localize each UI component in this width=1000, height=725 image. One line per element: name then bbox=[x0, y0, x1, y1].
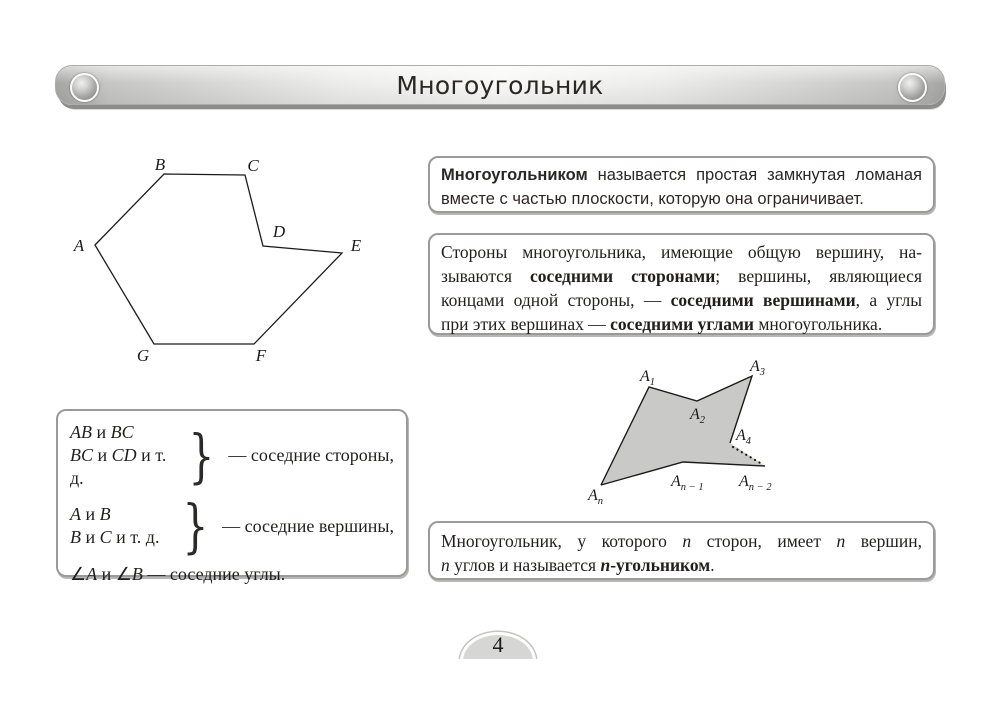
text-run: сторон, имеет bbox=[691, 531, 837, 551]
vertex-label: $A_3$ bbox=[750, 358, 766, 378]
text-run: -угольником bbox=[610, 555, 711, 575]
page-title: Многоугольник bbox=[396, 70, 604, 100]
text-run: ∠ bbox=[115, 564, 132, 584]
polygon-diagram-abcdefg bbox=[55, 140, 395, 380]
vertex-label: $A_4$ bbox=[736, 427, 752, 447]
example-row-angles bbox=[70, 564, 394, 585]
paragraph-line bbox=[441, 553, 922, 577]
header-bar bbox=[55, 65, 945, 105]
text-run: Стороны многоугольника, имеющие общую вершину, на- bbox=[441, 242, 922, 262]
polygon-edge bbox=[95, 174, 342, 344]
text-run: C bbox=[99, 527, 112, 547]
vertex-label: B bbox=[154, 155, 166, 174]
page-number-tab bbox=[455, 629, 541, 659]
text-run: соседними сторонами bbox=[530, 266, 716, 286]
example-line bbox=[70, 444, 182, 490]
text-run: BC bbox=[110, 422, 134, 442]
example-lines bbox=[70, 421, 182, 490]
paragraph-line bbox=[441, 187, 922, 211]
text-run: B bbox=[70, 527, 81, 547]
example-line bbox=[70, 526, 176, 549]
vertex-label: $A_2$ bbox=[690, 406, 706, 426]
adjacent-elements-box bbox=[428, 233, 935, 335]
vertex-label: $A_{n - 2}$ bbox=[739, 473, 772, 493]
vertex-label: A bbox=[73, 236, 85, 255]
example-row-sides bbox=[70, 421, 394, 490]
vertex-label: D bbox=[272, 222, 286, 241]
example-line bbox=[70, 503, 176, 526]
text-run: при этих вершинах — bbox=[441, 314, 611, 334]
vertex-label: G bbox=[136, 346, 150, 365]
text-run: вершин, bbox=[845, 531, 922, 551]
example-row-vertices bbox=[70, 492, 394, 560]
text-run: ; вершины, являющиеся bbox=[715, 266, 922, 286]
text-run: n bbox=[682, 531, 692, 551]
text-run: и т. д. bbox=[111, 527, 160, 547]
text-run: и bbox=[81, 504, 100, 524]
vertex-label: E bbox=[350, 236, 362, 255]
definition-box bbox=[428, 156, 935, 213]
text-run: n bbox=[600, 555, 611, 575]
text-run: концами одной стороны, — bbox=[441, 290, 671, 310]
polygon-diagram-ngon bbox=[540, 345, 960, 525]
text-run: называется простая замкнутая ломаная bbox=[587, 166, 922, 184]
vertex-label: $A_n$ bbox=[588, 487, 604, 507]
text-run: соседними вершинами bbox=[670, 290, 856, 310]
screw-icon-right bbox=[898, 73, 927, 102]
text-run: ∠ bbox=[70, 564, 87, 584]
vertex-label: C bbox=[247, 156, 259, 175]
paragraph-line bbox=[441, 288, 922, 312]
text-run: . bbox=[710, 555, 715, 575]
diagram-canvas bbox=[55, 140, 395, 375]
text-run: B bbox=[99, 504, 111, 524]
paragraph-line bbox=[441, 264, 922, 288]
vertex-label: F bbox=[255, 346, 267, 365]
example-result: — соседние стороны, bbox=[228, 445, 394, 465]
text-run: — соседние углы. bbox=[142, 564, 286, 584]
text-run: CD bbox=[111, 445, 137, 465]
text-run: B bbox=[131, 564, 143, 584]
paragraph-line bbox=[441, 163, 922, 187]
page-number: 4 bbox=[492, 632, 504, 657]
text-run: зываются bbox=[441, 266, 531, 286]
examples-box bbox=[56, 409, 408, 584]
ngon-box bbox=[428, 521, 935, 580]
example-result: — соседние вершины, bbox=[222, 515, 394, 536]
brace-glyph: } bbox=[188, 421, 215, 490]
diagram-canvas bbox=[540, 345, 960, 520]
text-run: Многоугольником bbox=[441, 166, 588, 184]
brace-glyph: } bbox=[182, 492, 209, 560]
text-run: и bbox=[97, 564, 116, 584]
paragraph-line bbox=[441, 529, 922, 553]
text-run: и bbox=[92, 422, 111, 442]
vertex-label: $A_1$ bbox=[640, 368, 656, 388]
screw-icon-left bbox=[70, 73, 99, 102]
text-run: A bbox=[86, 564, 98, 584]
text-run: и bbox=[81, 527, 100, 547]
text-run: соседними углами bbox=[610, 314, 754, 334]
paragraph-line bbox=[441, 240, 922, 264]
text-run: AB bbox=[70, 422, 92, 442]
text-run: n bbox=[836, 531, 846, 551]
example-line bbox=[70, 421, 182, 444]
text-run: вместе с частью плоскости, которую она ограничивает. bbox=[441, 190, 864, 208]
example-lines bbox=[70, 503, 176, 549]
text-run: BC bbox=[70, 445, 94, 465]
text-run: и bbox=[93, 445, 112, 465]
text-run: , а углы bbox=[855, 290, 922, 310]
paragraph-line bbox=[441, 312, 922, 336]
text-run: n bbox=[441, 555, 450, 575]
text-run: многоугольника. bbox=[753, 314, 883, 334]
vertex-label: $A_{n - 1}$ bbox=[671, 473, 704, 493]
text-run: A bbox=[70, 504, 81, 524]
text-run: Многоугольник, у которого bbox=[441, 531, 683, 551]
text-run: и т. д. bbox=[70, 445, 167, 488]
text-run: углов и называется bbox=[449, 555, 601, 575]
